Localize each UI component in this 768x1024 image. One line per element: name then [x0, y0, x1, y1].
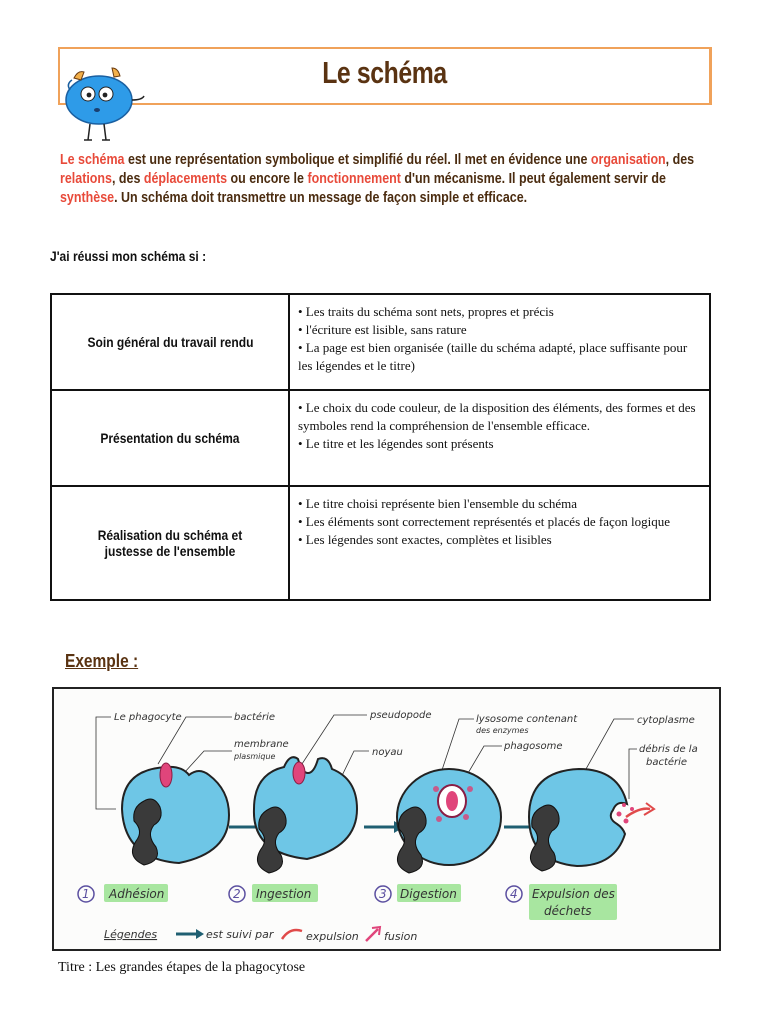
criteria-description	[289, 486, 710, 600]
cell-adhesion	[122, 763, 229, 865]
success-heading: J'ai réussi mon schéma si :	[50, 248, 207, 264]
criteria-label: Réalisation du schéma et justesse de l'ensemble	[51, 486, 289, 600]
fusion-arrow-icon	[366, 929, 378, 941]
step-expulsion-label-2: déchets	[544, 904, 592, 918]
step-number: 3	[379, 887, 387, 901]
intro-text: . Un schéma doit transmettre un message de façon simple et efficace.	[114, 190, 528, 206]
label-debris-1: débris de la	[639, 744, 698, 755]
criteria-description	[289, 294, 710, 390]
criteria-item: • Le titre et les légendes sont présents	[298, 436, 494, 451]
phagocytosis-diagram	[52, 687, 721, 951]
intro-text: , des	[111, 171, 144, 187]
label-membrane-1: membrane	[234, 739, 289, 750]
table-row	[51, 486, 710, 600]
intro-term-organisation: organisation	[590, 152, 666, 168]
label-debris-2: bactérie	[646, 757, 688, 768]
figure-caption: Titre : Les grandes étapes de la phagocytose	[58, 960, 306, 975]
cell-expulsion	[529, 769, 654, 871]
criteria-table	[50, 293, 711, 601]
criteria-item: • Les traits du schéma sont nets, propres et précis	[298, 304, 554, 319]
criteria-item: • Le choix du code couleur, de la disposition des éléments, des formes et des symboles rend la compréhension de l'ensemble efficace.	[298, 400, 696, 433]
step-number: 1	[82, 887, 90, 901]
label-bacterie: bactérie	[234, 712, 276, 723]
label-lysosome-1: lysosome contenant	[476, 714, 578, 725]
legend-arrow-label: est suivi par	[206, 928, 274, 941]
example-heading: Exemple :	[65, 651, 139, 671]
criteria-label: Présentation du schéma	[51, 390, 289, 486]
label-lysosome-2: des enzymes	[476, 726, 529, 735]
label-noyau: noyau	[372, 747, 403, 758]
expulsion-arrow-icon	[282, 930, 302, 939]
criteria-label: Soin général du travail rendu	[51, 294, 289, 390]
criteria-description	[289, 390, 710, 486]
label-cytoplasme: cytoplasme	[637, 715, 695, 726]
cell-ingestion	[254, 757, 357, 873]
label-membrane-2: plasmique	[234, 752, 276, 761]
table-row	[51, 294, 710, 390]
criteria-item: • l'écriture est lisible, sans rature	[298, 322, 467, 337]
step-number: 2	[233, 887, 241, 901]
legend-expulsion-label: expulsion	[306, 930, 359, 943]
monster-mascot-icon	[52, 62, 152, 144]
cell-digestion	[397, 769, 501, 873]
intro-text: est une représentation symbolique et simplifié du réel. Il met en évidence une	[124, 152, 591, 168]
diagram-legend	[104, 927, 417, 943]
page-title: Le schéma	[322, 55, 447, 90]
label-phagosome: phagosome	[504, 741, 563, 752]
intro-text: , des	[665, 152, 695, 168]
intro-term-fonctionnement: fonctionnement	[307, 171, 401, 187]
step-number: 4	[510, 887, 518, 901]
criteria-item: • Le titre choisi représente bien l'ensemble du schéma	[298, 496, 578, 511]
intro-text: d'un mécanisme. Il peut également servir de	[400, 171, 666, 187]
intro-term-relations: relations	[60, 171, 112, 187]
intro-term-synthese: synthèse	[60, 190, 115, 206]
criteria-item: • La page est bien organisée (taille du schéma adapté, place suffisante pour les légendes et le titre)	[298, 340, 688, 373]
criteria-item: • Les légendes sont exactes, complètes et lisibles	[298, 532, 552, 547]
step-expulsion-label: Expulsion des	[532, 887, 615, 901]
step-digestion-label: Digestion	[400, 887, 457, 901]
criteria-item: • Les éléments sont correctement représentés et placés de façon logique	[298, 514, 671, 529]
step-adhesion-label: Adhésion	[109, 887, 165, 901]
intro-text: ou encore le	[227, 171, 308, 187]
legend-fusion-label: fusion	[384, 930, 418, 943]
intro-paragraph	[60, 151, 707, 208]
title-frame	[58, 47, 712, 105]
label-phagocyte: Le phagocyte	[114, 712, 182, 723]
step-ingestion-label: Ingestion	[256, 887, 312, 901]
table-row	[51, 390, 710, 486]
intro-term-schema: Le schéma	[60, 152, 125, 168]
intro-term-deplacements: déplacements	[143, 171, 228, 187]
label-pseudopode: pseudopode	[370, 710, 432, 721]
legend-title: Légendes	[104, 928, 158, 941]
